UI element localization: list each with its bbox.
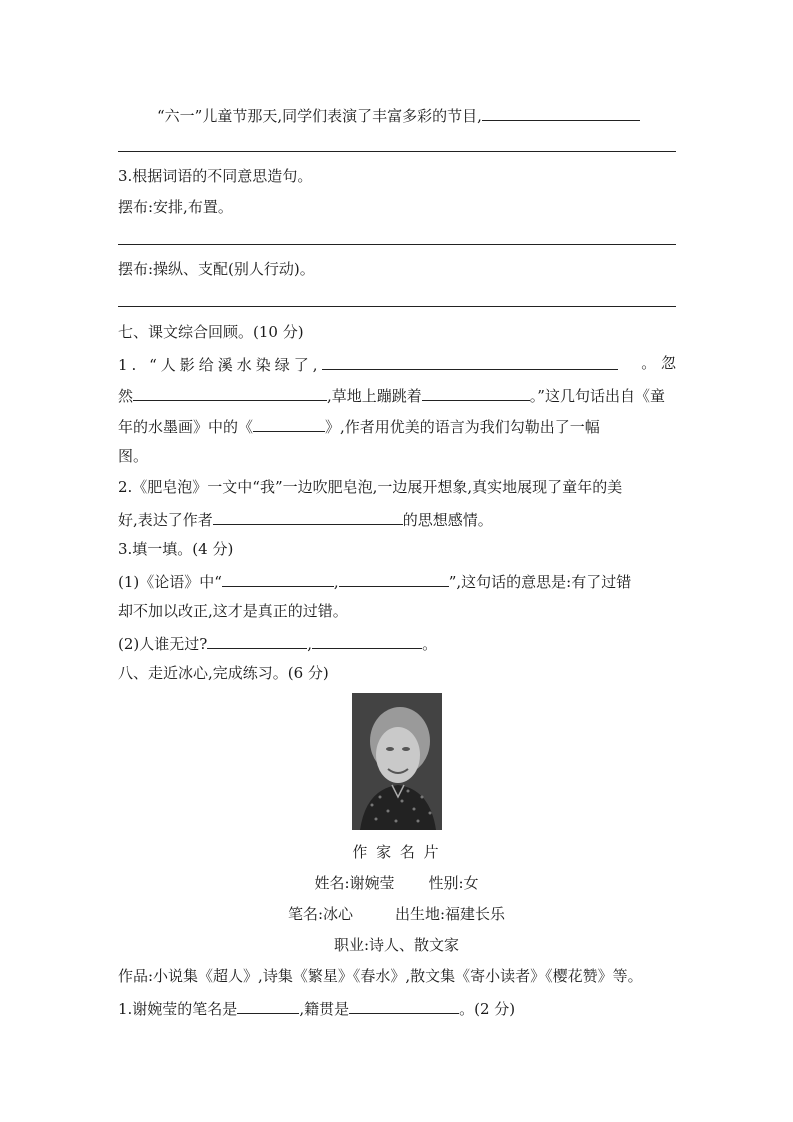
card-row-2 bbox=[0, 904, 793, 924]
s7-q3-title: 3.填一填。(4 分) bbox=[118, 540, 234, 558]
author-photo bbox=[352, 693, 442, 830]
s8-q1-line bbox=[118, 997, 515, 1019]
q2-text: 的思想感情。 bbox=[402, 511, 493, 529]
s7-q1-line-c bbox=[118, 415, 600, 437]
q1-text: 》,作者用优美的语言为我们勾勒出了一幅 bbox=[325, 418, 600, 436]
q2-text: 好,表达了作者 bbox=[118, 511, 213, 529]
s8-q1-text: ,籍贯是 bbox=[299, 1000, 350, 1018]
section-8-title: 八、走近冰心,完成练习。(6 分) bbox=[118, 664, 329, 682]
card-job: 职业:诗人、散文家 bbox=[333, 936, 460, 954]
q3-text: (1)《论语》中“ bbox=[118, 573, 222, 591]
q1-text-end: 。 忽 bbox=[641, 354, 676, 372]
s7-q3-1-line-a bbox=[118, 570, 631, 592]
q1-text: 。”这几句话出自《童 bbox=[529, 387, 665, 405]
card-pen-name: 笔名:冰心 bbox=[287, 905, 353, 923]
s7-q3-1-line-b: 却不加以改正,这才是真正的过错。 bbox=[118, 602, 348, 620]
answer-blank[interactable] bbox=[207, 632, 307, 649]
s8-q1-text: 1.谢婉莹的笔名是 bbox=[118, 1000, 238, 1018]
answer-blank[interactable] bbox=[237, 997, 299, 1014]
q3-text: ”,这句话的意思是:有了过错 bbox=[448, 573, 632, 591]
card-row-1 bbox=[0, 873, 793, 893]
q3-text: (2)人谁无过? bbox=[118, 635, 208, 653]
meaning-1: 摆布:安排,布置。 bbox=[118, 198, 233, 216]
q1-text: 然 bbox=[118, 387, 134, 405]
answer-blank[interactable] bbox=[422, 384, 530, 401]
s7-q1-line-a bbox=[118, 353, 676, 375]
answer-line[interactable] bbox=[118, 244, 676, 245]
answer-blank[interactable] bbox=[312, 632, 422, 649]
s7-q1-line-b bbox=[118, 384, 665, 406]
s7-q1-line-d: 图。 bbox=[118, 447, 149, 465]
q3-text: , bbox=[333, 573, 339, 591]
answer-blank[interactable] bbox=[133, 384, 327, 401]
answer-line[interactable] bbox=[118, 151, 676, 152]
answer-blank[interactable] bbox=[222, 570, 334, 587]
works-line: 作品:小说集《超人》,诗集《繁星》《春水》,散文集《寄小读者》《樱花赞》等。 bbox=[118, 967, 643, 985]
sentence-text: “六一”儿童节那天,同学们表演了丰富多彩的节目, bbox=[157, 107, 482, 125]
answer-blank[interactable] bbox=[253, 415, 325, 432]
card-gender: 性别:女 bbox=[428, 874, 479, 892]
answer-blank[interactable] bbox=[339, 570, 449, 587]
section-7-title: 七、课文综合回顾。(10 分) bbox=[118, 323, 304, 341]
answer-blank[interactable] bbox=[213, 508, 403, 525]
q3-text: , bbox=[307, 635, 313, 653]
s7-q2-line-a: 2.《肥皂泡》一文中“我”一边吹肥皂泡,一边展开想象,真实地展现了童年的美 bbox=[118, 478, 623, 496]
q1-text: 年的水墨画》中的《 bbox=[118, 418, 254, 436]
answer-blank[interactable] bbox=[482, 104, 640, 121]
meaning-2: 摆布:操纵、支配(别人行动)。 bbox=[118, 260, 315, 278]
sentence-line-1 bbox=[157, 104, 640, 126]
card-birthplace: 出生地:福建长乐 bbox=[395, 905, 506, 923]
s8-q1-text: 。(2 分) bbox=[459, 1000, 516, 1018]
q1-text: 1. “人影给溪水染绿了, bbox=[118, 356, 322, 374]
answer-blank[interactable] bbox=[349, 997, 459, 1014]
card-name: 姓名:谢婉莹 bbox=[314, 874, 395, 892]
answer-blank[interactable] bbox=[322, 353, 618, 370]
card-title: 作 家 名 片 bbox=[352, 843, 441, 861]
q3-text: 。 bbox=[422, 635, 438, 653]
s7-q2-line-b bbox=[118, 508, 493, 530]
q1-text: ,草地上蹦跳着 bbox=[327, 387, 422, 405]
s7-q3-2-line bbox=[118, 632, 437, 654]
question-3-title: 3.根据词语的不同意思造句。 bbox=[118, 167, 313, 185]
answer-line[interactable] bbox=[118, 306, 676, 307]
